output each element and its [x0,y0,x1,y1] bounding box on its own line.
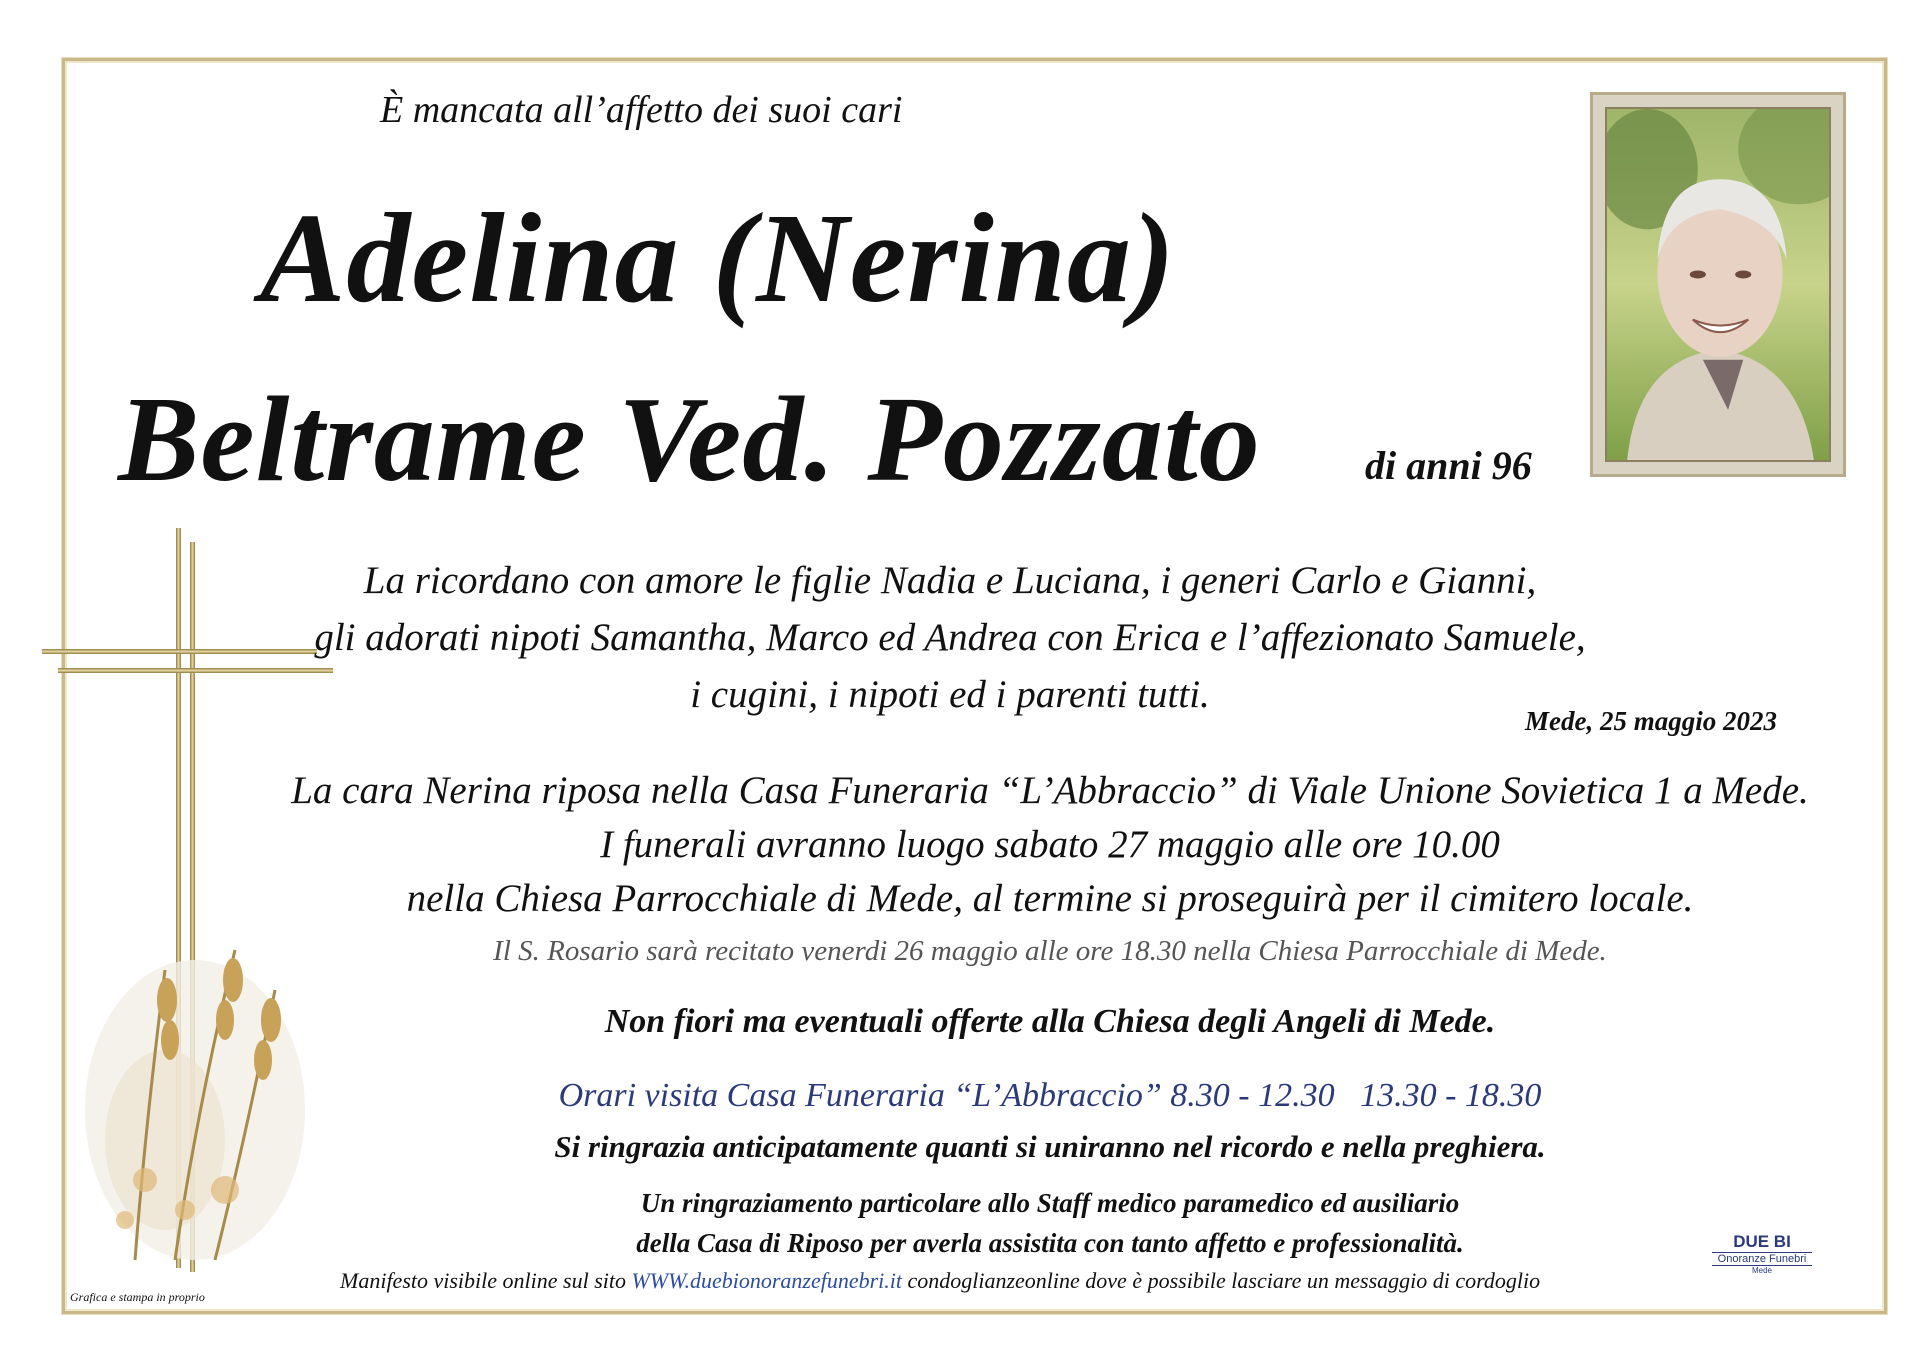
remembrance-line: gli adorati nipoti Samantha, Marco ed Andrea con Erica e l’affezionato Samuele, [314,616,1586,659]
remembrance-line: La ricordano con amore le figlie Nadia e Luciana, i generi Carlo e Gianni, [363,559,1537,602]
logo-name: DUE BI [1733,1232,1791,1251]
staff-thanks-line: Un ringraziamento particolare allo Staff medico paramedico ed ausiliario [640,1188,1460,1218]
logo-city: Mede [1751,1266,1772,1275]
funeral-line: I funerali avranno luogo sabato 27 maggio alle ore 10.00 [600,823,1500,866]
online-suffix: condoglianzeonline dove è possibile lasciare un messaggio di cordoglio [901,1268,1541,1293]
funeral-line: nella Chiesa Parrocchiale di Mede, al termine si proseguirà per il cimitero locale. [406,877,1694,920]
deceased-age: di anni 96 [1365,443,1532,488]
online-notice [340,1268,1540,1294]
portrait-image [1607,109,1829,460]
company-logo [1712,1232,1812,1275]
intro-text: È mancata all’affetto dei suoi cari [380,89,903,131]
deceased-name-first: Adelina (Nerina) [260,187,1176,329]
print-credit: Grafica e stampa in proprio [70,1290,205,1304]
flowers-note: Non fiori ma eventuali offerte alla Chiesa degli Angeli di Mede. [604,1003,1496,1040]
staff-thanks [240,1183,1860,1263]
notice-date: Mede, 25 maggio 2023 [1525,706,1777,736]
remembrance-text [240,552,1660,723]
visiting-hours: Orari visita Casa Funeraria “L’Abbraccio” 8.30 - 12.30 13.30 - 18.30 [558,1077,1542,1114]
staff-thanks-line: della Casa di Riposo per averla assistita con tanto affetto e professionalità. [636,1228,1464,1258]
funeral-info [240,764,1860,926]
rosario-info: Il S. Rosario sarà recitato venerdi 26 maggio alle ore 18.30 nella Chiesa Parrocchiale di Mede. [493,935,1607,967]
online-prefix: Manifesto visibile online sul sito [340,1268,632,1293]
deceased-name-last: Beltrame Ved. Pozzato [118,372,1261,507]
funeral-line: La cara Nerina riposa nella Casa Funeraria “L’Abbraccio” di Viale Unione Sovietica 1 a Mede. [291,769,1809,812]
logo-subtitle: Onoranze Funebri [1712,1252,1812,1266]
website-link[interactable]: WWW.duebionoranzefunebri.it [631,1268,902,1293]
remembrance-line: i cugini, i nipoti ed i parenti tutti. [690,673,1210,716]
thanks-line: Si ringrazia anticipatamente quanti si uniranno nel ricordo e nella preghiera. [554,1129,1546,1164]
portrait-photo [1590,92,1846,477]
